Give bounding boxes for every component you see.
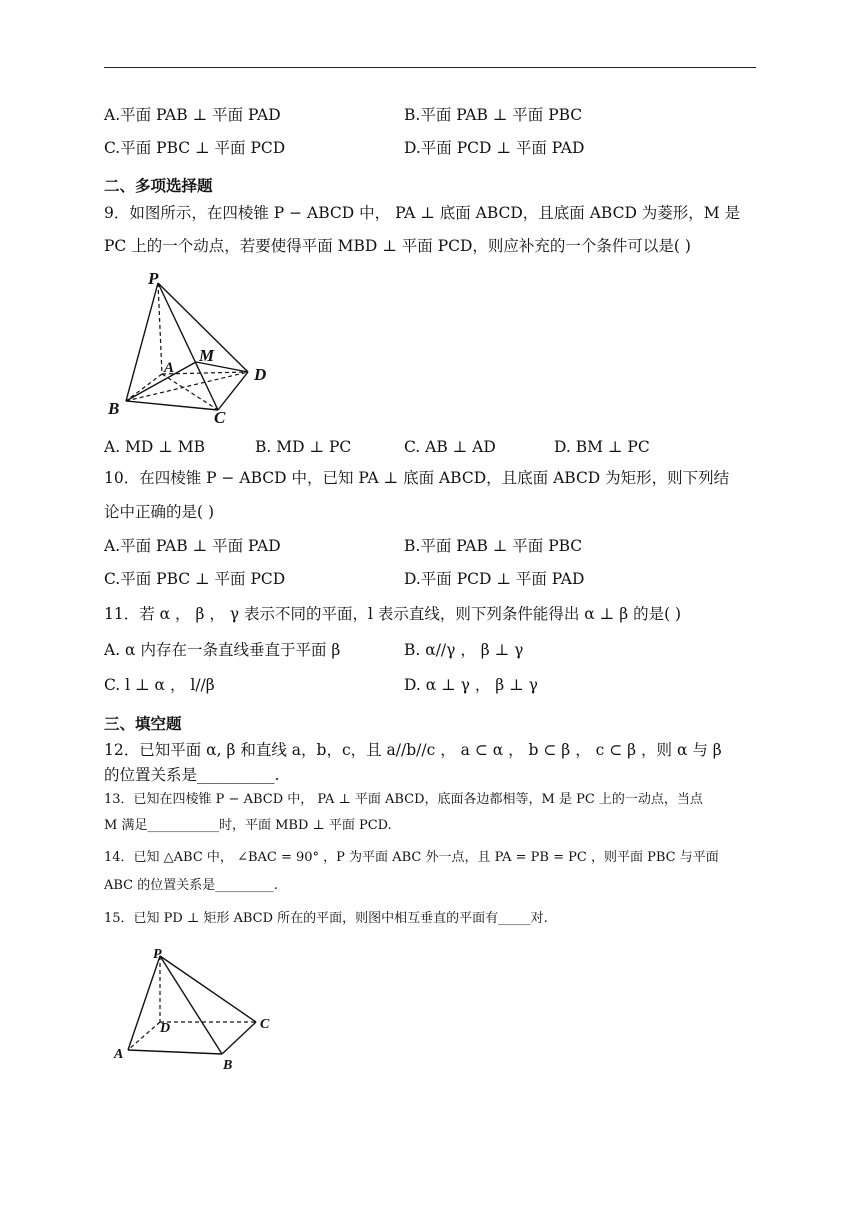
q9-option-c: C. AB ⊥ AD [404,438,496,456]
q13-stem-line1: 13．已知在四棱锥 P − ABCD 中， PA ⊥ 平面 ABCD，底面各边都相等，M 是 PC 上的一动点，当点 [104,792,703,807]
q11-option-a: A. α 内存在一条直线垂直于平面 β [104,641,341,659]
q10-stem-line2: 论中正确的是( ) [104,503,215,521]
q9-stem-line2: PC 上的一个动点，若要使得平面 MBD ⊥ 平面 PCD，则应补充的一个条件可以是( ) [104,237,691,255]
q8-option-c: C.平面 PBC ⊥ 平面 PCD [104,139,286,157]
q15-label-a: A [114,1047,124,1062]
q11-stem: 11．若 α ， β ， γ 表示不同的平面，l 表示直线，则下列条件能得出 α ⊥ β 的是( ) [104,605,682,623]
q9-label-b: B [108,399,120,418]
q11-option-c: C. l ⊥ α ， l//β [104,676,215,694]
q9-label-c: C [214,408,226,427]
q9-label-m: M [199,346,215,365]
q13-stem-line2: M 满足___________时，平面 MBD ⊥ 平面 PCD. [104,818,392,833]
q9-label-d: D [254,365,267,384]
q15-stem: 15．已知 PD ⊥ 矩形 ABCD 所在的平面，则图中相互垂直的平面有_____对. [104,911,548,926]
section-title-multiple-choice: 二、多项选择题 [104,177,213,195]
q9-stem-line1: 9．如图所示，在四棱锥 P − ABCD 中， PA ⊥ 底面 ABCD，且底面 ABCD 为菱形，M 是 [104,204,741,222]
q10-option-d: D.平面 PCD ⊥ 平面 PAD [404,570,585,588]
header-rule [104,67,756,68]
q15-pyramid-figure [108,940,288,1080]
q9-label-p: P [148,269,159,288]
q10-stem-line1: 10．在四棱锥 P − ABCD 中，已知 PA ⊥ 底面 ABCD，且底面 ABCD 为矩形，则下列结 [104,469,730,487]
q14-stem-line1: 14．已知 △ABC 中， ∠BAC = 90° ，P 为平面 ABC 外一点，且 PA = PB = PC ，则平面 PBC 与平面 [104,850,719,865]
q15-label-p: P [153,947,162,962]
q14-stem-line2: ABC 的位置关系是_________. [104,878,278,893]
q15-label-c: C [260,1017,270,1032]
q11-option-b: B. α//γ ， β ⊥ γ [404,641,524,659]
q10-option-a: A.平面 PAB ⊥ 平面 PAD [104,537,281,555]
q9-pyramid-figure [100,266,290,426]
q8-option-a: A.平面 PAB ⊥ 平面 PAD [104,106,281,124]
q9-label-a: A [164,360,175,376]
q12-stem-line1: 12．已知平面 α, β 和直线 a，b，c，且 a//b//c ， a ⊂ α ， b ⊂ β ， c ⊂ β ，则 α 与 β [104,741,722,759]
q8-option-d: D.平面 PCD ⊥ 平面 PAD [404,139,585,157]
q8-option-b: B.平面 PAB ⊥ 平面 PBC [404,106,583,124]
q10-option-b: B.平面 PAB ⊥ 平面 PBC [404,537,583,555]
q9-option-b: B. MD ⊥ PC [255,438,352,456]
q12-stem-line2: 的位置关系是__________. [104,766,280,784]
section-title-fill-in: 三、填空题 [104,715,182,733]
q9-option-d: D. BM ⊥ PC [554,438,650,456]
q15-label-b: B [223,1058,233,1073]
q10-option-c: C.平面 PBC ⊥ 平面 PCD [104,570,286,588]
q15-label-d: D [160,1021,171,1036]
q9-option-a: A. MD ⊥ MB [104,438,206,456]
q11-option-d: D. α ⊥ γ ， β ⊥ γ [404,676,538,694]
